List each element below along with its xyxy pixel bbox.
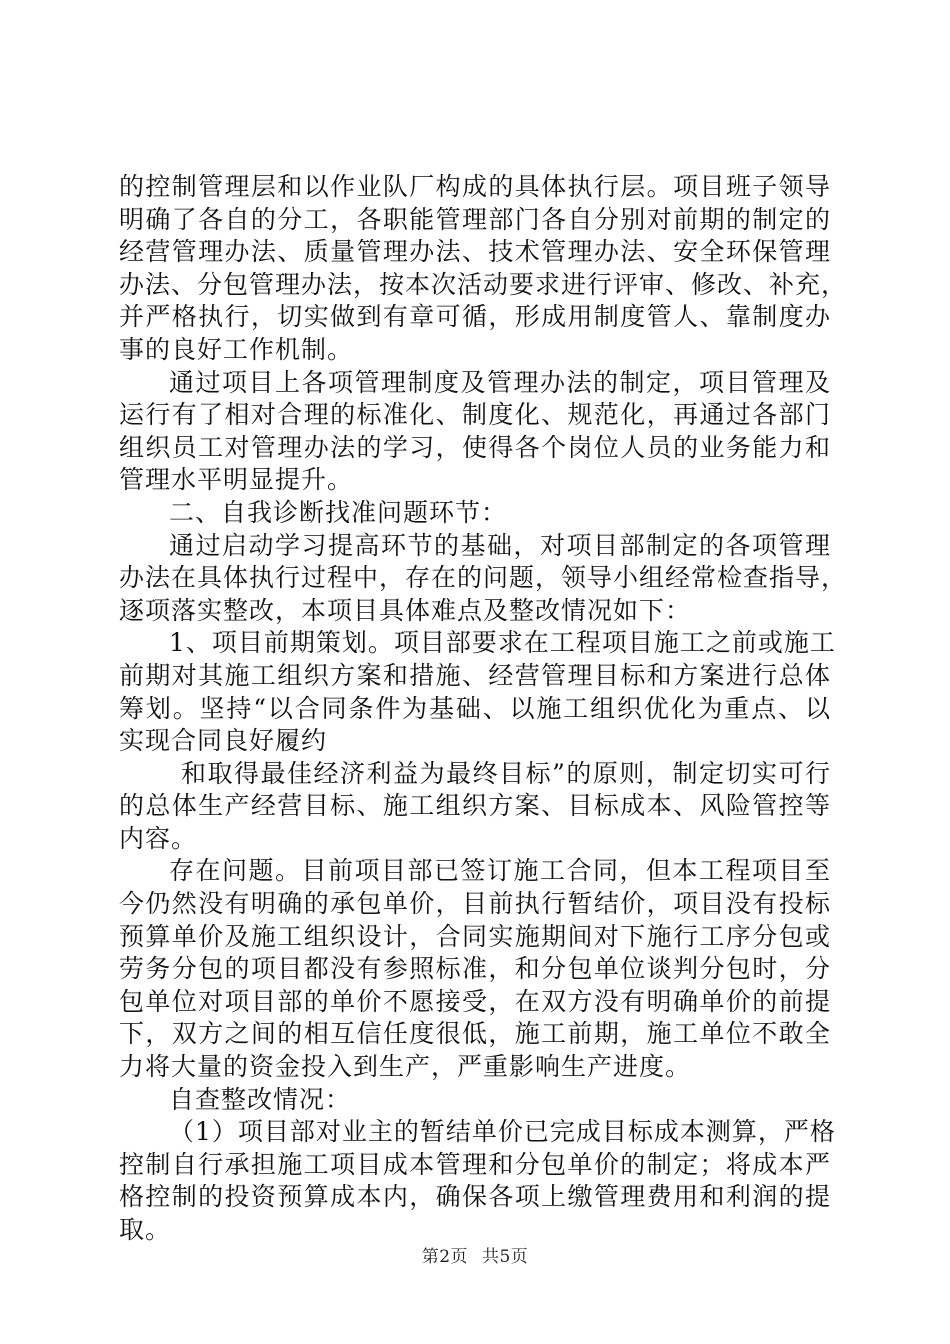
body-line: 取。 bbox=[119, 1215, 172, 1244]
body-line: 运行有了相对合理的标准化、制度化、规范化，再通过各部门 bbox=[119, 400, 831, 430]
paragraph-first-line: 通过项目上各项管理制度及管理办法的制定，项目管理及 bbox=[169, 367, 831, 397]
body-line: 管理水平明显提升。 bbox=[119, 465, 354, 495]
body-line: 格控制的投资预算成本内，确保各项上缴管理费用和利润的提 bbox=[119, 1182, 831, 1212]
document-body bbox=[119, 171, 848, 1247]
body-line: 的总体生产经营目标、施工组织方案、目标成本、风险管控等 bbox=[119, 791, 831, 821]
body-line: 力将大量的资金投入到生产，严重影响生产进度。 bbox=[119, 1052, 692, 1082]
body-line: 经营管理办法、质量管理办法、技术管理办法、安全环保管理 bbox=[119, 237, 831, 267]
body-line: 预算单价及施工组织设计，合同实施期间对下施行工序分包或 bbox=[119, 921, 831, 951]
body-line: 实现合同良好履约 bbox=[119, 726, 328, 756]
paragraph-first-line: （1）项目部对业主的暂结单价已完成目标成本测算，严格 bbox=[169, 1117, 836, 1147]
paragraph-first-line: 和取得最佳经济利益为最终目标”的原则，制定切实可行 bbox=[181, 758, 831, 788]
section-heading: 二、自我诊断找准问题环节： bbox=[169, 497, 508, 527]
body-line: 前期对其施工组织方案和措施、经营管理目标和方案进行总体 bbox=[119, 660, 831, 690]
body-line: 劳务分包的项目都没有参照标准，和分包单位谈判分包时，分 bbox=[119, 954, 831, 984]
page-number: 第2页 bbox=[421, 1247, 469, 1267]
body-line: 今仍然没有明确的承包单价，目前执行暂结价，项目没有投标 bbox=[119, 889, 831, 919]
body-line: 内容。 bbox=[119, 823, 198, 853]
body-line: 组织员工对管理办法的学习，使得各个岗位人员的业务能力和 bbox=[119, 432, 831, 462]
body-line: 办法、分包管理办法，按本次活动要求进行评审、修改、补充， bbox=[119, 269, 848, 299]
body-line: 筹划。坚持“以合同条件为基础、以施工组织优化为重点、以 bbox=[119, 693, 831, 723]
body-line: 下，双方之间的相互信任度很低，施工前期，施工单位不敢全 bbox=[119, 1019, 831, 1049]
page-footer bbox=[0, 1242, 950, 1267]
body-line: 办法在具体执行过程中，存在的问题，领导小组经常检查指导， bbox=[119, 563, 848, 593]
paragraph-first-line: 1、项目前期策划。项目部要求在工程项目施工之前或施工 bbox=[169, 628, 836, 658]
body-line: 控制自行承担施工项目成本管理和分包单价的制定；将成本严 bbox=[119, 1149, 831, 1179]
body-line: 的控制管理层和以作业队厂构成的具体执行层。项目班子领导 bbox=[119, 172, 831, 201]
paragraph-first-line: 通过启动学习提高环节的基础，对项目部制定的各项管理 bbox=[169, 530, 831, 560]
body-line: 明确了各自的分工，各职能管理部门各自分别对前期的制定的 bbox=[119, 204, 831, 234]
section-heading: 自查整改情况： bbox=[169, 1084, 352, 1114]
page-total: 共5页 bbox=[481, 1247, 529, 1267]
body-line: 包单位对项目部的单价不愿接受，在双方没有明确单价的前提 bbox=[119, 986, 831, 1016]
body-line: 并严格执行，切实做到有章可循，形成用制度管人、靠制度办 bbox=[119, 302, 831, 332]
body-line: 逐项落实整改，本项目具体难点及整改情况如下： bbox=[119, 595, 692, 625]
paragraph-first-line: 存在问题。目前项目部已签订施工合同，但本工程项目至 bbox=[169, 856, 831, 886]
body-line: 事的良好工作机制。 bbox=[119, 334, 354, 364]
